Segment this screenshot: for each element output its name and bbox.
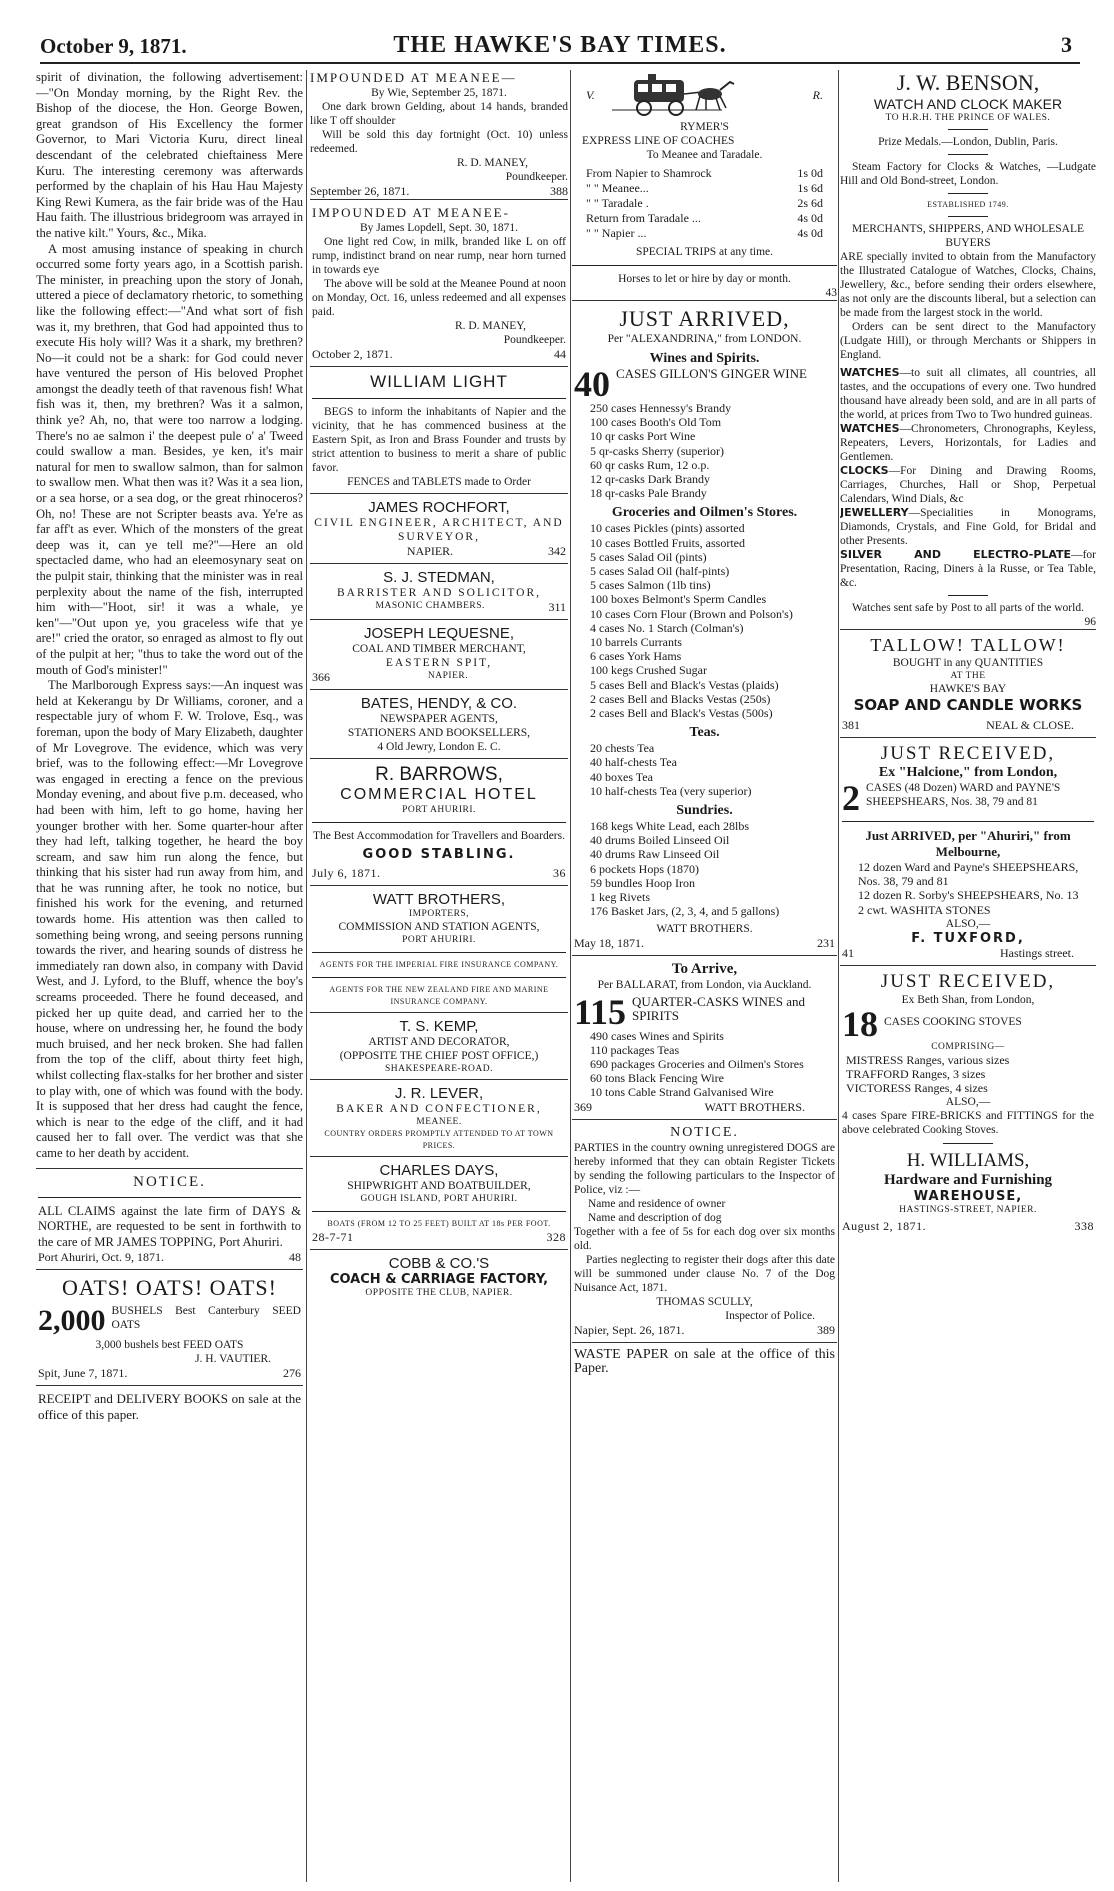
big-quantity: 2 [842,781,860,815]
impounded-ad [310,199,568,366]
list-item: TRAFFORD Ranges, 3 sizes [846,1067,986,1082]
ad-number: 44 [554,347,566,361]
receipt-text: RECEIPT and DELIVERY BOOKS on sale at the office of this paper. [38,1391,301,1422]
list-item: 40 drums Boiled Linseed Oil [590,833,730,848]
ad-number: 96 [1084,616,1096,628]
coach-ad [572,70,837,300]
impounded-body: One dark brown Gelding, about 14 hands, branded like T off shoulder [310,101,568,127]
fare-row: " " Meanee... 1s 6d [586,181,823,195]
item-list [574,819,835,918]
card-place: PORT AHURIRI. [402,935,476,945]
item-list [574,1029,835,1100]
list-item: 20 chests Tea [590,741,655,756]
list-item: 10 cases Pickles (pints) assorted [590,521,745,536]
column-2 [310,70,568,1882]
ad-number: 342 [548,544,566,558]
ad-footer: Watches sent safe by Post to all parts of the world. [852,602,1084,614]
card-place: MEANEE. [416,1117,462,1127]
ad-number: 328 [546,1230,566,1244]
ad-number: 389 [817,1322,835,1337]
card-role: CIVIL ENGINEER, ARCHITECT, AND SURVEYOR, [314,517,564,543]
page-number: 3 [1061,32,1072,57]
list-item: 6 pockets Hops (1870) [590,861,699,876]
card-role: IMPORTERS, [408,909,470,919]
ad-subheading: Per BALLARAT, from London, via Auckland. [597,978,812,991]
card-place: EASTERN SPIT, [385,657,493,669]
ad-established: ESTABLISHED 1749. [927,200,1009,209]
oats-date: Spit, June 7, 1871. [38,1366,128,1381]
impounded-sig: R. D. MANEY, [454,320,526,332]
list-item: 1 keg Rivets [590,890,650,905]
card-name: R. BARROWS, [375,764,503,785]
list-item: 10 tons Cable Strand Galvanised Wire [590,1085,774,1100]
list-item: 10 half-chests Tea (very superior) [590,783,752,798]
list-item: 60 tons Black Fencing Wire [590,1071,724,1086]
card-hotel: COMMERCIAL HOTEL [340,786,538,803]
list-item: 40 boxes Tea [590,769,653,784]
card-body: The Best Accommodation for Travellers and Boarders. [313,830,565,842]
coach-line: EXPRESS LINE OF COACHES [582,135,735,147]
ad-comprising: COMPRISING— [931,1041,1005,1052]
oats-name: J. H. VAUTIER. [195,1353,271,1366]
card-name: WATT BROTHERS, [372,891,506,908]
fare-row: " " Taradale . 2s 6d [586,196,823,210]
list-item: 12 dozen Ward and Payne's SHEEPSHEARS, Nos. 38, 79 and 81 [858,860,1079,889]
article-paragraph: The Marlborough Express says:—An inquest was held at Kekerangu by Dr Williams, coroner, and a respectable jury of whom F. W. Trolove, Esq., was foreman, upon the body of Mary Elizabeth, daughter of Mr Lovegrove. The evidence, which was very brief, was to the following effect:—Mr Lovegrove was engaged in erecting a fence on the previous Monday evening, and about five p.m. deceased, who had been with him, left to go home, having her younger brother with her. Some quarter-hour after they had left, talking together, he heard the boy scream, and saw him run along the fence, but thinking that his sister had run away from him, and that he was running after, he took no notice, but finished his work for the evening, and returned towards home. His attention was then called to something being wrong, and seeing persons running towards the river, and hearing sounds of distress he immediately ran down also, in company with David West, and J. Lyford, to the Bluff, whence the boy's screams proceeded. There he found deceased, and picked her up quite dead, and carried her to the house, where on undressing her, he found the body much bruised, and her neck broken. She had fallen from the top of the cliff, about thirty feet high, whilst collecting flax-stalks for her brother and sister to play with, one of which was found with the body. It is supposed that her dress had caught the fence, which is near to the edge of the cliff, and it had caused her to fall over. The verdict was that she came to her death by accident. [36,678,303,1160]
newspaper-title: THE HAWKE'S BAY TIMES. [393,32,727,58]
coach-initial: V. [586,88,595,102]
tallow-ad [840,629,1096,737]
card-date: 28-7-71 [312,1230,354,1244]
card-place: PORT AHURIRI. [402,805,476,815]
section-heading: Sundries. [676,803,733,819]
fares-table [572,162,837,245]
coach-owner: RYMER'S [680,121,729,133]
days-card [310,1156,568,1249]
ad-works: SOAP AND CANDLE WORKS [853,696,1083,714]
benson-line: WATCHES—to suit all climates, all countries, all tastes, and the occupations of every one. Two hundred thousand have already been sold, and are in all parts of the world, at prices from Two to Two hundred guineas. [840,366,1096,421]
first-item: CASES GILLON'S GINGER WINE [616,367,807,381]
list-item: 10 cases Corn Flour (Brown and Polson's) [590,606,793,621]
list-item: 5 qr-casks Sherry (superior) [590,443,725,458]
oats-heading: OATS! OATS! OATS! [61,1275,277,1301]
column-rule [570,70,571,1882]
ad-number: 43 [825,287,837,299]
ad-subheading: Ex Beth Shan, from London, [901,993,1035,1006]
notice-heading: NOTICE. [133,1173,206,1190]
notice-ad [36,1168,303,1270]
impounded-body: One light red Cow, in milk, branded like L on off rump, indistinct brand on near rump, near horn turned in towards eye [312,236,566,276]
list-item: 10 barrels Currants [590,635,682,650]
notice-role: Inspector of Police. [725,1309,815,1322]
card-agency: AGENTS FOR THE NEW ZEALAND FIRE AND MARINE INSURANCE COMPANY. [329,985,549,1006]
ad-signature: NEAL & CLOSE. [986,718,1074,732]
list-item: 100 kegs Crushed Sugar [590,663,707,678]
column-3 [572,70,837,1882]
card-date: July 6, 1871. [312,866,381,880]
oats-ad [36,1269,303,1385]
column-rule [306,70,307,1882]
list-item: 60 qr casks Rum, 12 o.p. [590,457,710,472]
card-place: GOUGH ISLAND, PORT AHURIRI. [360,1194,518,1204]
receipt-ad [36,1385,303,1426]
list-item: 110 packages Teas [590,1042,680,1057]
ad-medals: Prize Medals.—London, Dublin, Paris. [878,136,1058,148]
william-light-ad [310,366,568,493]
list-item: 5 cases Salad Oil (half-pints) [590,564,730,579]
list-item: 100 boxes Belmont's Sperm Candles [590,592,767,607]
impounded-heading: IMPOUNDED AT MEANEE- [312,205,510,220]
list-item: 40 drums Raw Linseed Oil [590,847,720,862]
section-heading: Teas. [689,725,720,741]
ad-line: AT THE [950,671,986,681]
ad-number: 41 [842,945,854,960]
ad-number: 48 [289,1250,301,1265]
card-name: S. J. STEDMAN, [383,569,495,586]
ad-number: 366 [312,670,330,684]
waste-text: WASTE PAPER on sale at the office of this Paper. [574,1346,835,1376]
big-quantity: 18 [842,1006,878,1041]
ad-address: HASTINGS-STREET, NAPIER. [899,1205,1037,1216]
list-item: 5 cases Salmon (1lb tins) [590,578,711,593]
ad-role: Hardware and Furnishing [883,1172,1053,1189]
ad-subheading: MERCHANTS, SHIPPERS, AND WHOLESALE BUYERS [851,223,1085,249]
impounded-date: September 26, 1871. [310,184,410,198]
first-item: CASES (48 Dozen) WARD and PAYNE'S SHEEPSHEARS, Nos. 38, 79 and 81 [866,782,1061,808]
section-heading: Wines and Spirits. [649,351,760,366]
ad-number: 381 [842,718,860,732]
item-list [842,1053,1094,1096]
oats-quantity: 2,000 [38,1304,106,1338]
ad-body: BEGS to inform the inhabitants of Napier and the vicinity, that he has commenced business at the Eastern Spit, as Iron and Brass Founder and trusts by strict attention to business to merit a share of public favor. [312,406,566,474]
special-trips: SPECIAL TRIPS at any time. [635,246,774,258]
ad-also: ALSO,— [945,917,991,930]
item-list [574,521,835,720]
ad-signature: WATT BROTHERS. [656,922,753,935]
ad-number: 338 [1074,1219,1094,1234]
list-item: 2 cases Bell and Black's Vestas (500s) [590,706,773,721]
card-place: NAPIER. [406,544,454,558]
list-item: 5 cases Bell and Black's Vestas (plaids) [590,677,779,692]
big-quantity: 115 [574,994,627,1029]
benson-ad [840,70,1096,629]
to-arrive-ad [572,955,837,1119]
ad-line: BOUGHT in any QUANTITIES [892,657,1044,669]
card-role: COACH & CARRIAGE FACTORY, [329,1272,549,1287]
ad-warehouse: WAREHOUSE, [913,1189,1023,1205]
list-item: VICTORESS Ranges, 4 sizes [846,1081,988,1096]
ad-heading: JUST RECEIVED, [880,743,1056,764]
ad-signature: F. TUXFORD, [911,930,1025,946]
ad-heading: To Arrive, [671,960,738,977]
list-item: 40 half-chests Tea [590,755,677,770]
card-name: T. S. KEMP, [399,1018,479,1035]
ad-heading: J. W. BENSON, [896,70,1040,95]
notice-heading: NOTICE. [670,1124,739,1140]
first-item: QUARTER-CASKS WINES and SPIRITS [632,994,806,1023]
ad-heading: TALLOW! TALLOW! [870,635,1066,655]
bates-card [310,689,568,758]
ad-footer: FENCES and TABLETS made to Order [347,476,531,488]
ad-address: Hastings street. [1000,945,1074,960]
list-item: 5 cases Salad Oil (pints) [590,549,707,564]
notice-body: PARTIES in the country owning unregistered DOGS are hereby informed that they can obtain Register Tickets by sending the following particulars to the Inspector of Police, viz :— [574,1141,835,1196]
impounded-body: The above will be sold at the Meanee Pound at noon on Monday, Oct. 16, unless redeemed and all expenses paid. [312,278,566,318]
ad-heading: JUST RECEIVED, [880,970,1056,992]
card-role: COMMISSION AND STATION AGENTS, [338,921,540,933]
item-list [574,401,835,500]
benson-line: WATCHES—Chronometers, Chronographs, Keyless, Repeaters, Levers, Horizontals, for Ladies and Gentlemen. [840,422,1096,463]
list-item: 2 cases Bell and Blacks Vestas (250s) [590,691,771,706]
notice-line: Name and description of dog [588,1211,722,1224]
ad-line: HAWKE'S BAY [929,683,1007,695]
card-name: J. R. LEVER, [394,1085,484,1102]
benson-lines [840,366,1096,590]
rochfort-card [310,493,568,563]
list-item: 100 cases Booth's Old Tom [590,415,722,430]
oats-line: BUSHELS Best Canterbury SEED OATS [111,1305,301,1332]
item-list [842,860,1094,917]
card-town: NAPIER. [427,671,469,681]
ad-date: May 18, 1871. [574,935,644,950]
ad-number: 36 [553,866,566,880]
just-received-ad [840,737,1096,965]
ad-body: Steam Factory for Clocks & Watches, —Ludgate Hill and Old Bond-street, London. [840,161,1096,187]
card-address: (OPPOSITE THE CHIEF POST OFFICE,) [339,1050,539,1062]
lequesne-card [310,619,568,689]
fare-row: " " Napier ... 4s 0d [586,226,823,240]
ad-role: WATCH AND CLOCK MAKER [873,96,1063,112]
waste-paper-ad [572,1342,837,1380]
coach-initial: R. [812,88,823,102]
oats-line: 3,000 bushels best FEED OATS [95,1339,244,1352]
column-4 [840,70,1096,1882]
impounded-date: October 2, 1871. [312,347,393,361]
section-heading: Groceries and Oilmen's Stores. [611,505,798,521]
ad-number: 388 [550,184,568,198]
ad-subheading: Just ARRIVED, per "Ahuriri," from Melbourne, [865,828,1071,859]
notice-body: Together with a fee of 5s for each dog over six months old. [574,1225,835,1252]
just-arrived-ad [572,300,837,955]
cooking-stoves-ad [840,965,1096,1239]
card-name: COBB & CO.'S [388,1255,490,1272]
first-item: CASES COOKING STOVES [884,1015,1022,1028]
list-item: 12 qr-casks Dark Brandy [590,472,711,487]
list-item: MISTRESS Ranges, various sizes [846,1052,1010,1067]
card-agency: AGENTS FOR THE IMPERIAL FIRE INSURANCE COMPANY. [319,960,559,969]
list-item: 250 cases Hennessy's Brandy [590,401,732,415]
list-item: 18 qr-casks Pale Brandy [590,486,707,501]
card-name: BATES, HENDY, & CO. [360,695,518,712]
horses-note: Horses to let or hire by day or month. [618,273,791,285]
watt-card [310,885,568,1012]
card-stabling: GOOD STABLING. [362,847,516,862]
card-name: JOSEPH LEQUESNE, [363,625,515,642]
ad-number: 311 [548,600,566,614]
list-item: 690 packages Groceries and Oilmen's Stores [590,1056,804,1071]
card-place: MASONIC CHAMBERS. [375,601,485,611]
ad-heading: WILLIAM LIGHT [370,372,508,391]
list-item: 59 bundles Hoop Iron [590,875,695,890]
ad-body: ARE specially invited to obtain from the Manufactory the Illustrated Catalogue of Watches, Clocks, Chains, Jewellery, &c., before sending their orders elsewhere, as not only are the discounts liberal, but a selection can be made from the largest stock in the world. [840,251,1096,319]
ad-date: August 2, 1871. [842,1219,927,1234]
ad-body: 4 cases Spare FIRE-BRICKS and FITTINGS for the above celebrated Cooking Stoves. [842,1110,1094,1137]
impounded-ad [310,70,568,199]
card-note: BOATS (FROM 12 TO 25 FEET) BUILT AT 18s PER FOOT. [327,1219,551,1228]
card-role: NEWSPAPER AGENTS, [380,713,498,725]
benson-line: CLOCKS—For Dining and Drawing Rooms, Carriages, Churches, Hall or Shop, Perpetual Calendars, Wind Dials, &c [840,464,1096,505]
notice-body: Parties neglecting to register their dogs after this date will be summoned under clause No. 7 of the Dog Nuisance Act, 1871. [574,1253,835,1294]
article-paragraph: A most amusing instance of speaking in church occurred some forty years ago, in a Scottish parish. The minister, in preaching upon the story of Jonah, uttered a piece of declamatory rhetoric, to something like the following effect:—"And what sort of fish was it, my brethren, that God had appointed thus to execute His holy will? Was it a shark, my brethren? No—it could not be a shark: for God could never have ventured the person of His beloved Prophet amongst the deadly teeth of that ravenous fish! What fish was it, then, my brethren? Was it a salmon, think ye? Ah, no, that were too narrow a lodging. There's no ae salmon i' the deepest pule o' a' Tweed could swallow a man. Besides, ye ken, it's mair natural for men to swallow salmon, than for salmon to swallow men. What then was it? Was it a sea lion, or a sea horse, or a sea dog, or the great rhinoceros? Oh, no! These are not Scripter beasts ava. Ye're as far aff't as ever. Which of the monsters of the great deep was it, can ye tell me?"—Here an old spectacled dame, who had an eleemosynary seat on the pulpit stair, thinking that the minister was in real perplexity about the name of the fish, interrupted him with—"Hoot, sir! it was a whale, ye ken"—"Out upon ye, you graceless wife that ye are!" cried the orator, so enraged as almost to fly out of the pulpit at her; "thus to take the word out of the mouth of God's minister!" [36,241,303,677]
impounded-heading: IMPOUNDED AT MEANEE— [310,70,517,85]
masthead [40,26,1080,64]
card-role: ARTIST AND DECORATOR, [368,1036,510,1048]
impounded-role: Poundkeeper. [503,334,566,346]
benson-line: JEWELLERY—Specialities in Monograms, Diamonds, Crystals, and Fine Gold, for Bridal and other Presents. [840,506,1096,547]
card-role: BAKER AND CONFECTIONER, [336,1103,542,1115]
stedman-card [310,563,568,619]
list-item: 490 cases Wines and Spirits [590,1028,724,1043]
ad-subheading: Per "ALEXANDRINA," from LONDON. [607,333,802,345]
card-road: SHAKESPEARE-ROAD. [385,1064,493,1074]
list-item: 176 Basket Jars, (2, 3, 4, and 5 gallons) [590,904,780,919]
dog-notice-ad [572,1119,837,1342]
ad-body: Orders can be sent direct to the Manufactory (Ludgate Hill), or through Merchants or Shippers in England. [840,321,1096,361]
fare-row: Return from Taradale ... 4s 0d [586,211,823,225]
fare-row: From Napier to Shamrock 1s 0d [586,166,823,180]
ad-number: 231 [817,935,835,950]
impounded-body: Will be sold this day fortnight (Oct. 10) unless redeemed. [310,129,568,155]
card-name: CHARLES DAYS, [379,1162,499,1179]
card-place: OPPOSITE THE CLUB, NAPIER. [365,1288,513,1298]
list-item: 12 dozen R. Sorby's SHEEPSHEARS, No. 13 [858,888,1079,903]
card-role: STATIONERS AND BOOKSELLERS, [347,727,531,739]
column-rule [838,70,839,1882]
list-item: 6 cases York Hams [590,649,682,664]
list-item: 10 qr casks Port Wine [590,429,696,444]
coach-illustration-icon [572,72,742,118]
ad-subheading: Ex "Halcione," from London, [878,765,1058,780]
notice-line: Name and residence of owner [588,1197,726,1210]
benson-line: SILVER AND ELECTRO-PLATE—for Presentation, Racing, Diners à la Russe, or Tea Table, &c. [840,548,1096,589]
list-item: 4 cases No. 1 Starch (Colman's) [590,620,744,635]
issue-date: October 9, 1871. [40,34,187,58]
card-name: JAMES ROCHFORT, [368,499,510,516]
impounded-role: Poundkeeper. [505,171,568,183]
notice-footer: Port Ahuriri, Oct. 9, 1871. [38,1250,164,1265]
ad-name: H. WILLIAMS, [906,1150,1030,1172]
article-paragraph: spirit of divination, the following advertisement:—"On Monday morning, by the Right Rev. the Bishop of the diocese, the Hon. George Bowen, great grandson of His Excellency the former Governor, to Mari Victoria Kuru, direct lineal descendant of the celebrated chieftainess Mere Kuru. The interesting ceremony was afterwards performed by the chaplain of his Hau Hau Majesty King Rewi Kumera, as the fair bride was of the Hau Hau faith. The illustrious bridegroom was arrayed in the native kilt." Yours, &c., Mika. [36,70,303,240]
impounded-by: By Wie, September 25, 1871. [371,87,507,99]
big-quantity: 40 [574,367,610,401]
ad-patron: TO H.R.H. THE PRINCE OF WALES. [885,113,1051,123]
list-item: 168 kegs White Lead, each 28lbs [590,819,750,834]
ad-number: 276 [283,1366,301,1381]
card-role: SHIPWRIGHT AND BOATBUILDER, [347,1180,531,1192]
ad-also: ALSO,— [945,1096,991,1109]
kemp-card [310,1012,568,1079]
lever-card [310,1079,568,1156]
column-1 [36,70,303,1882]
cobb-card [310,1249,568,1303]
impounded-sig: R. D. MANEY, [456,157,528,169]
ad-number: 369 [574,1099,592,1114]
notice-body: ALL CLAIMS against the late firm of DAYS & NORTHE, are requested to be sent in forthwith to the care of MR JAMES TOPPING, Port Ahuriri. [38,1203,301,1249]
impounded-by: By James Lopdell, Sept. 30, 1871. [359,222,519,234]
coach-destination: To Meanee and Taradale. [646,149,763,161]
notice-date: Napier, Sept. 26, 1871. [574,1322,685,1337]
card-role: BARRISTER AND SOLICITOR, [336,587,541,599]
ad-heading: JUST ARRIVED, [619,306,790,331]
card-address: 4 Old Jewry, London E. C. [377,741,501,753]
item-list [574,741,835,798]
list-item: 2 cwt. WASHITA STONES [858,902,991,917]
notice-signature: THOMAS SCULLY, [656,1295,753,1308]
card-role: COAL AND TIMBER MERCHANT, [352,643,526,655]
list-item: 10 cases Bottled Fruits, assorted [590,535,745,550]
ad-signature: WATT BROTHERS. [704,1099,805,1114]
card-note: COUNTRY ORDERS PROMPTLY ATTENDED TO AT TOWN PRICES. [324,1129,554,1150]
barrows-card [310,758,568,885]
